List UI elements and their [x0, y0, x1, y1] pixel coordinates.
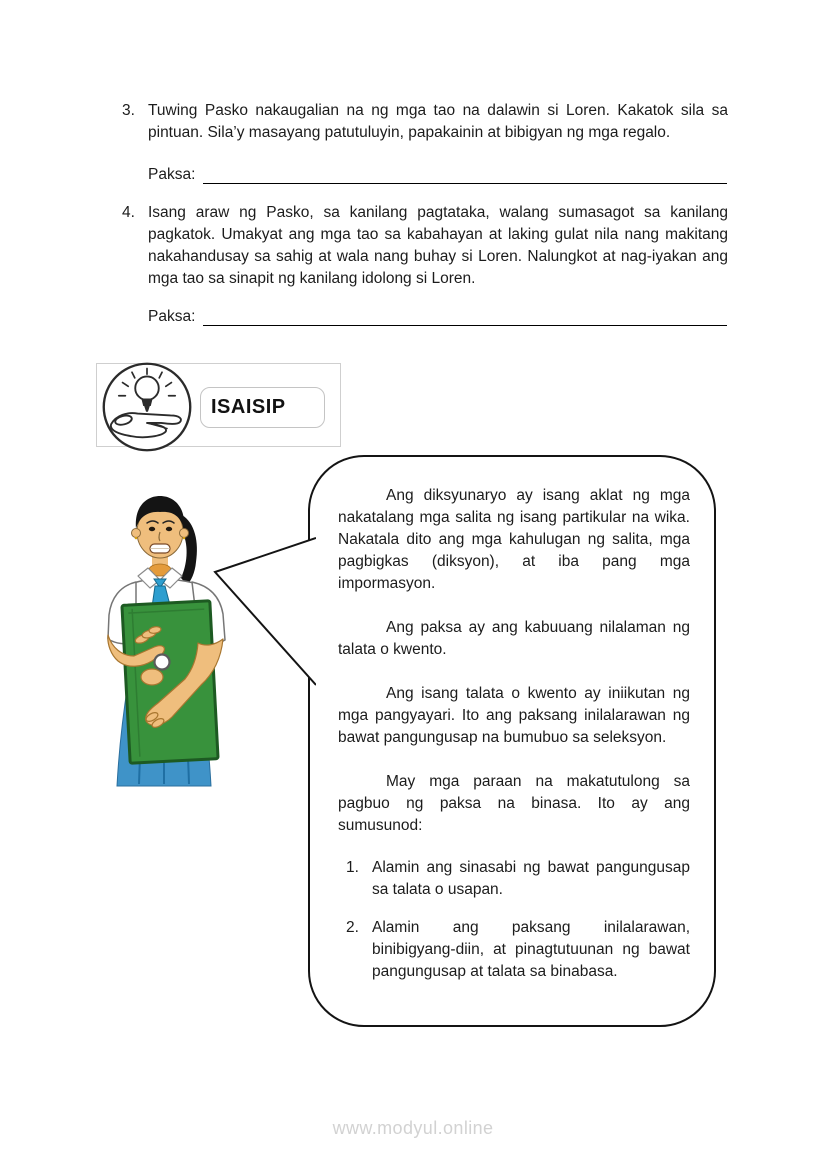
bubble-list-item — [346, 857, 690, 901]
paksa-label: Paksa: — [148, 308, 196, 325]
bubble-list — [338, 857, 690, 983]
lightbulb-in-hand-icon — [100, 360, 194, 454]
question-item-3 — [122, 100, 728, 144]
item-number: 3. — [122, 102, 135, 119]
bubble-paragraph: May mga paraan na makatutulong sa pagbuo ng paksa na binasa. Ito ay ang sumusunod: — [338, 773, 690, 834]
item-text: Isang araw ng Pasko, sa kanilang pagtataka, walang sumasagot sa kanilang pagkatok. Umakyat ang mga tao sa kabahayan at laking gulat nila nang makitang nakahandusay sa sahig at wala nang buhay si Loren. Nalungkot at nag-iyakan ang mga tao sa sinapit ng kanilang idolong si Loren. — [148, 204, 728, 287]
bubble-paragraph: Ang diksyunaryo ay isang aklat ng mga nakatalang mga salita ng isang partikular na wika. Nakatala dito ang mga kahulugan ng salita, mga pagbigkas (diksyon), at iba pang mga impormasyon. — [338, 487, 690, 592]
speech-bubble-tail — [198, 528, 316, 696]
paksa-row-2 — [148, 308, 727, 326]
list-item-text: Alamin ang sinasabi ng bawat pangungusap sa talata o usapan. — [372, 859, 690, 898]
item-text: Tuwing Pasko nakaugalian na ng mga tao na dalawin si Loren. Kakatok sila sa pintuan. Sila’y masayang patutuluyin, papakainin at bibigyan ng mga regalo. — [148, 102, 728, 141]
paksa-row-1 — [148, 166, 727, 184]
bubble-paragraph: Ang paksa ay ang kabuuang nilalaman ng talata o kwento. — [338, 619, 690, 658]
list-item-number: 1. — [346, 859, 359, 876]
paksa-label: Paksa: — [148, 166, 196, 183]
item-number: 4. — [122, 204, 135, 221]
paksa-blank-line — [203, 309, 727, 326]
footer-watermark: www.modyul.online — [332, 1118, 494, 1138]
list-item-number: 2. — [346, 919, 359, 936]
isaisip-heading: ISAISIP — [200, 387, 325, 428]
bubble-paragraph: Ang isang talata o kwento ay iniikutan ng mga pangyayari. Ito ang paksang inilalarawan ng bawat pangungusap na bumubuo sa seleksyon. — [338, 685, 690, 746]
list-item-text: Alamin ang paksang inilalarawan, binibigyang-diin, at pinagtutuunan ng bawat pangungusap at talata sa binabasa. — [372, 919, 690, 980]
bubble-list-item — [346, 917, 690, 983]
paksa-blank-line — [203, 167, 727, 184]
speech-bubble — [308, 455, 716, 1027]
question-item-4 — [122, 202, 728, 290]
